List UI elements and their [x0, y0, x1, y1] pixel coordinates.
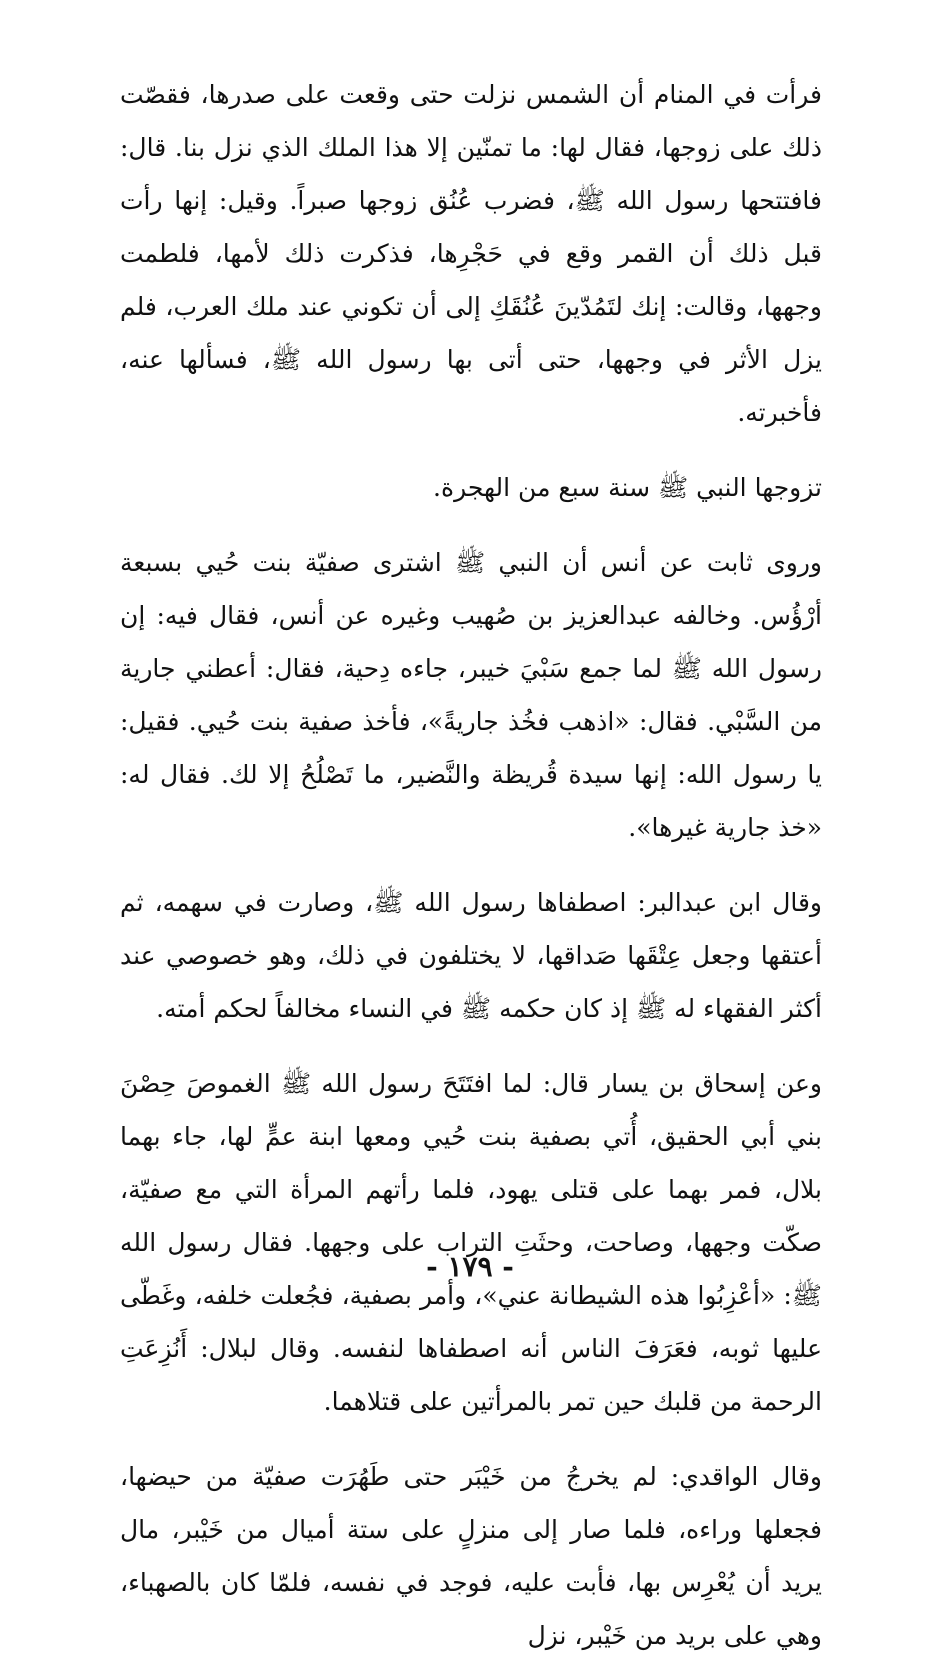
- paragraph-thabit-narration: وروى ثابت عن أنس أن النبي ﷺ اشترى صفيّة بنت حُيي بسبعة أرْؤُس. وخالفه عبدالعزيز بن صُهيب وغيره عن أنس، فقال فيه: إن رسول الله ﷺ لما جمع سَبْيَ خيبر، جاءه دِحية، فقال: أعطني جارية من السَّبْي. فقال: «اذهب فخُذ جاريةً»، فأخذ صفية بنت حُيي. فقيل: يا رسول الله: إنها سيدة قُريظة والنَّضير، ما تَصْلُحُ إلا لك. فقال له: «خذ جارية غيرها».: [120, 548, 822, 842]
- page-number: - ١٧٩ -: [426, 1250, 514, 1283]
- paragraph-dream-story: فرأت في المنام أن الشمس نزلت حتى وقعت على صدرها، فقصّت ذلك على زوجها، فقال لها: ما تمنّين إلا هذا الملك الذي نزل بنا. قال: فافتتحها رسول الله ﷺ، فضرب عُنُق زوجها صبراً. وقيل: إنها رأت قبل ذلك أن القمر وقع في حَجْرِها، فذكرت ذلك لأمها، فلطمت وجهها، وقالت: إنك لتَمُدّينَ عُنُقَكِ إلى أن تكوني عند ملك العرب، فلم يزل الأثر في وجهها، حتى أتى بها رسول الله ﷺ، فسألها عنه، فأخبرته.: [120, 80, 822, 427]
- paragraph-marriage-year: تزوجها النبي ﷺ سنة سبع من الهجرة.: [433, 473, 822, 502]
- paragraph-ishaq-narration: وعن إسحاق بن يسار قال: لما افتَتَحَ رسول الله ﷺ الغموصَ حِصْنَ بني أبي الحقيق، أُتي بصفية بنت حُيي ومعها ابنة عمٍّ لها، جاء بهما بلال، فمر بهما على قتلى يهود، فلما رأتهم المرأة التي مع صفيّة، صكّت وجهها، وصاحت، وحثَتِ التراب على وجهها. فقال رسول الله ﷺ: «أعْزِبُوا هذه الشيطانة عني»، وأمر بصفية، فجُعلت خلفه، وغَطّى عليها ثوبه، فعَرَفَ الناس أنه اصطفاها لنفسه. وقال لبلال: أَنُزِعَتِ الرحمة من قلبك حين تمر بالمرأتين على قتلاهما.: [120, 1069, 822, 1416]
- paragraph-waqidi-narration: وقال الواقدي: لم يخرجُ من خَيْبَر حتى طَهُرَت صفيّة من حيضها، فجعلها وراءه، فلما صار إلى منزلٍ على ستة أميال من خَيْبر، مال يريد أن يُعْرِس بها، فأبت عليه، فوجد في نفسه، فلمّا كان بالصهباء، وهي على بريد من خَيْبر، نزل: [120, 1462, 822, 1650]
- paragraph-ibn-abdulbar: وقال ابن عبدالبر: اصطفاها رسول الله ﷺ، وصارت في سهمه، ثم أعتقها وجعل عِتْقَها صَداقها، لا يختلفون في ذلك، وهو خصوصي عند أكثر الفقهاء له ﷺ إذ كان حكمه ﷺ في النساء مخالفاً لحكم أمته.: [120, 888, 822, 1023]
- page-body: [120, 68, 822, 1662]
